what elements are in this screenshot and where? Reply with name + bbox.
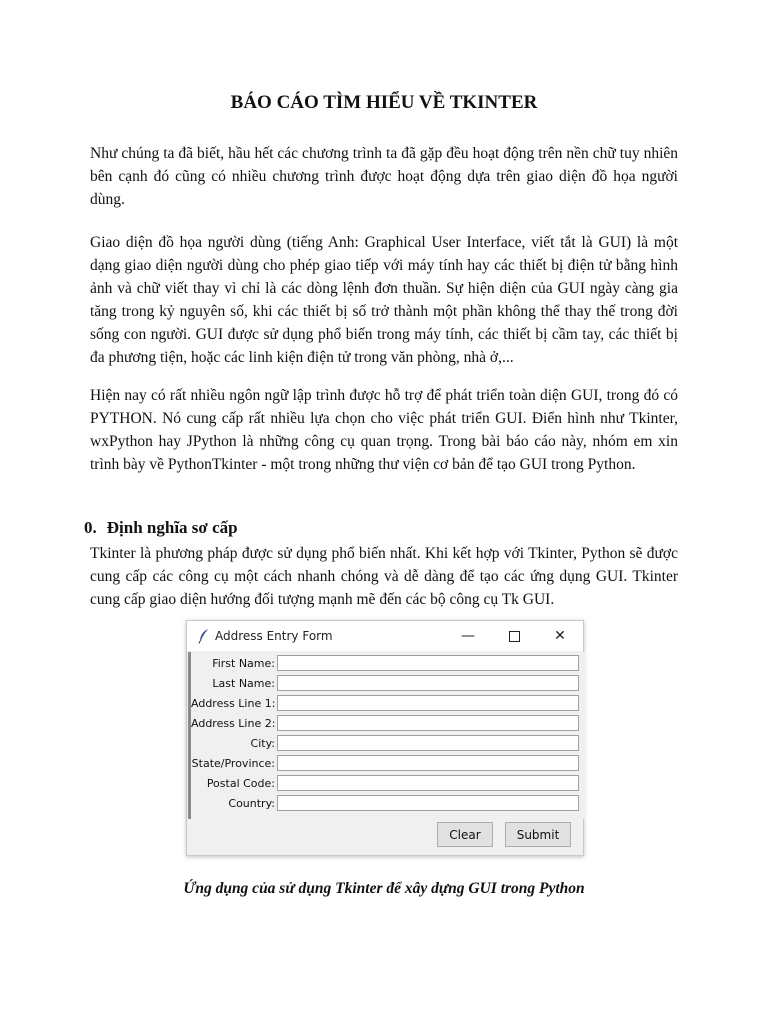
figure-caption: Ứng dụng của sử dụng Tkinter để xây dựng GUI trong Python xyxy=(183,880,585,897)
first-name-label: First Name: xyxy=(212,657,275,670)
paragraph-intro: Như chúng ta đã biết, hầu hết các chương trình ta đã gặp đều hoạt động trên nền chữ tuy nhiên bên cạnh đó cũng có nhiều chương trình được hoạt động dựa trên giao diện đồ họa người dùng. xyxy=(90,145,678,208)
form-row xyxy=(191,674,581,694)
city-input[interactable] xyxy=(277,735,579,751)
clear-button[interactable]: Clear xyxy=(437,822,493,847)
postal-code-label: Postal Code: xyxy=(206,777,275,790)
last-name-label: Last Name: xyxy=(212,677,275,690)
country-label: Country: xyxy=(228,797,275,810)
maximize-icon xyxy=(509,631,520,642)
section-number: 0. xyxy=(84,518,97,537)
state-province-label: State/Province: xyxy=(191,757,275,770)
form-row xyxy=(191,794,581,814)
address-form xyxy=(188,652,585,819)
maximize-button[interactable] xyxy=(491,621,537,651)
button-bar xyxy=(187,819,583,855)
paragraph-python-gui: Hiện nay có rất nhiều ngôn ngữ lập trình được hỗ trợ để phát triển toàn diện GUI, trong đó có PYTHON. Nó cung cấp rất nhiều lựa chọn cho việc phát triển GUI. Điển hình như Tkinter, wxPython hay JPython là những công cụ quan trọng. Trong bài báo cáo này, nhóm em xin trình bày về PythonTkinter - một trong những thư viện cơ bản để tạo GUI trong Python. xyxy=(90,387,678,473)
form-row xyxy=(191,754,581,774)
address-line-2-label: Address Line 2: xyxy=(191,717,276,730)
paragraph-tkinter-definition: Tkinter là phương pháp được sử dụng phổ biến nhất. Khi kết hợp với Tkinter, Python sẽ được cung cấp các công cụ một cách nhanh chóng và dễ dàng để tạo các ứng dụng GUI. Tkinter cung cấp giao diện hướng đối tượng mạnh mẽ đến các bộ công cụ Tk GUI. xyxy=(90,545,678,608)
close-button[interactable]: ✕ xyxy=(554,628,566,644)
minimize-button[interactable]: — xyxy=(461,628,475,644)
paragraph-gui-definition: Giao diện đồ họa người dùng (tiếng Anh: Graphical User Interface, viết tắt là GUI) là một dạng giao diện người dùng cho phép giao tiếp với máy tính hay các thiết bị điện tử bằng hình ảnh và chữ viết thay vì chỉ là các dòng lệnh đơn thuần. Sự hiện diện của GUI ngày càng gia tăng trong kỷ nguyên số, khi các thiết bị số trở thành một phần không thể thay thế trong đời sống con người. GUI được sử dụng phổ biến trong máy tính, các thiết bị cầm tay, các thiết bị đa phương tiện, hoặc các linh kiện điện tử trong văn phòng, nhà ở,... xyxy=(90,234,678,366)
tk-feather-icon xyxy=(197,628,211,644)
country-input[interactable] xyxy=(277,795,579,811)
document-title: BÁO CÁO TÌM HIỂU VỀ TKINTER xyxy=(230,92,538,113)
section-heading xyxy=(84,518,238,538)
form-row xyxy=(191,774,581,794)
state-province-input[interactable] xyxy=(277,755,579,771)
form-row xyxy=(191,694,581,714)
submit-button[interactable]: Submit xyxy=(505,822,571,847)
first-name-input[interactable] xyxy=(277,655,579,671)
form-row xyxy=(191,654,581,674)
last-name-input[interactable] xyxy=(277,675,579,691)
window-title: Address Entry Form xyxy=(215,629,333,643)
section-title: Định nghĩa sơ cấp xyxy=(106,518,238,537)
address-line-2-input[interactable] xyxy=(277,715,579,731)
form-row xyxy=(191,734,581,754)
city-label: City: xyxy=(250,737,275,750)
address-line-1-input[interactable] xyxy=(277,695,579,711)
form-row xyxy=(191,714,581,734)
address-entry-window xyxy=(186,620,584,856)
postal-code-input[interactable] xyxy=(277,775,579,791)
window-titlebar[interactable] xyxy=(187,621,583,651)
address-line-1-label: Address Line 1: xyxy=(191,697,276,710)
